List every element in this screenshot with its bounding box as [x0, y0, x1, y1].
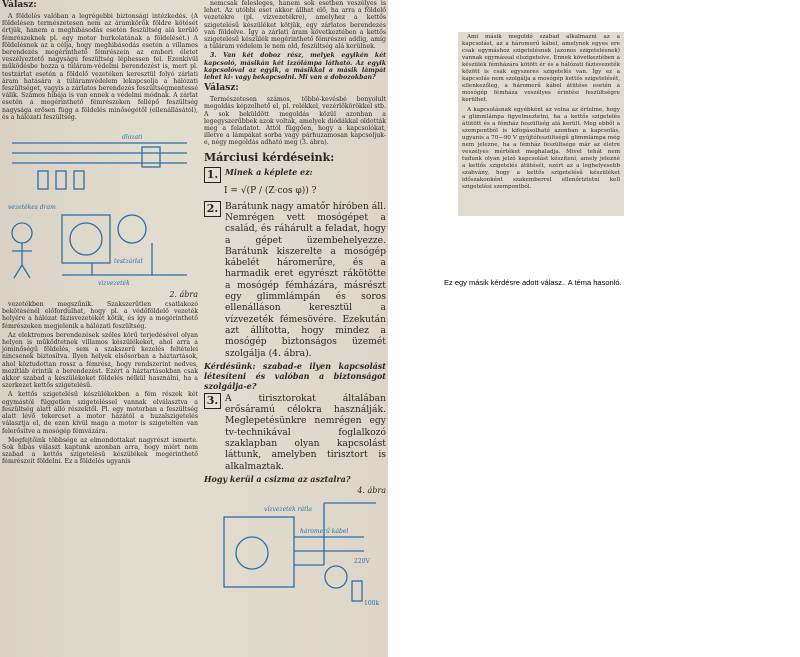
- left-column: [2, 0, 198, 468]
- figure-2-mains-label: dlozati: [122, 134, 143, 142]
- question-1-text: Minek a képlete ez:: [225, 166, 313, 177]
- figure-2: [2, 123, 198, 288]
- figure-2-diagram: [2, 123, 198, 288]
- clipping-paragraph: Ami másik megoldó szabad alkalmazni az a kapcsolást, az a háromerű kábel, amelynek egyes ere csak egymáshoz szigetelésnek (azonos szigetelésnek) vannak egymással elszigetelve. Ennek következtében a készülék fémházára kötött ér és a hálózati fázisvezeték között is csak egyszeres szigetelés van. Így ez a kapcsolás nem szolgálja a mosógép kettős szigetelését, ellenkezőleg, a háromerű kábel átütése esetén a mosógép fémháza veszélyes érintési feszültségre kerülhet.: [462, 34, 620, 103]
- body-paragraph: A kettős szigetelésű készülékekben a fém részek két egymástól független szigeteléssel vannak elválasztva a feszültség alatt álló részektől. Pl. egy motorban a feszültség alatt lévő tekercset a motor házától a huzalszigetelés választja el, de ezen kívül maga a motor is szigetelten van felerősítve a mosógép fémvázára.: [2, 391, 198, 435]
- figure-4-top-label: vízvezeték rátla: [264, 505, 312, 513]
- right-column: [204, 0, 386, 609]
- figure-2-fault-label: testzárlat: [114, 258, 143, 266]
- body-paragraph: Megfejtőink többsége az elmondottakat nagyrészt ismerte. Sok hibás választ kaptunk azonban arra, hogy miért nem szabad a kettős szigetelésű készülékek megérinthető fémrészeit földelni. Ez a földelés ugyanis: [2, 436, 198, 466]
- answer-heading: Válasz:: [2, 0, 37, 10]
- image-caption: Ez egy másik kérdésre adott válasz.. A téma hasonló.: [444, 278, 622, 287]
- figure-4-cable-label: háromerű kábel: [300, 527, 349, 535]
- clipping-paragraph: A kapcsolásnak egyébként az volna az értelme, hogy a glimmlámpa figyelmeztetni, ha a kettős szigetelés átütött és a fémház feszültség alá került. Meg ebből a szempontból is kifogásolható azonban a kapcsolás, ugyanis a 70—90 V gyújtófeszültségű glimmlámpa még nem jelezne, ha a fémház feszültsége már az életre veszélyes mértéket meghaladja. Mivel tehát nem tudunk olyan jelző kapcsolást készíteni, amely jelezné a kettős szigetelés átütését, ezért az a leghelyesebb szabvány, hogy a kettős szigetelésű készüléket időszakonként szakemberrel ellenőriztetni kell szigetelési szempontból.: [462, 107, 620, 190]
- question-3-previous: 3. Van két doboz rész, melyek egyikén két kapcsoló, másikán két izzólámpa látható. Az egyik kapcsolóval az egyik, a másikkal a másik lámpát lehet ki- vagy bekapcsolni. Mi van a dobozokban?: [204, 52, 386, 82]
- figure-4-resistor-label: 100k: [364, 599, 380, 607]
- answer-paragraph: A földelés valóban a legrégebbi biztonsági intézkedés. (A földelésen természetesen nem az áramkörök földre kötését értjük, hanem a meghibásodás esetén feszültség alá kerülő fémrészeknek pl. egy motor burkolatának a földelését.) A földelésnek az a célja, hogy meghibásodás esetén a villamos berendezés megérinthető fémrészein az emberi életet veszélyeztető nagyságú feszültség léphessen fel. Ezenkívül működésbe hozza a túláram-védelmi berendezést is, mert pl. testzárlat esetén a földelő vezetéken keresztül folyó zárlati áram hatására a túláramvédelem lekapcsolja a hálózati feszültséget, vagyis a zárlatos berendezés feszültségmentessé válik. Számos hibája is van ennek a védelmi módnak. A zárlat esetén a megérinthető fémrészeken fellépő feszültség nagysága erősen függ a földelés minőségétől (ellenállásától), és a hálózati feszültség.: [2, 13, 198, 121]
- question-number-1: 1.: [204, 167, 221, 183]
- question-number-2: 2.: [204, 201, 221, 217]
- question-number-3: 3.: [204, 393, 221, 409]
- march-questions-title: Márciusi kérdéseink:: [204, 150, 335, 164]
- figure-2-wire-label: vizvezeték: [98, 280, 130, 288]
- body-paragraph: vezetékben megszűnik. Szakszerűtlen csatlakozó bekötésénél előfordulhat, hogy pl. a védőföldelő vezeték helyére a hálózat fázisvezetékét kötik, és így a megérinthető fémrészeken megjelenik a hálózati feszültség.: [2, 301, 198, 330]
- body-paragraph: Az elektromos berendezések széles körű terjedésével olyan helyen is működtetnek villamos készülékeket, ahol arra a jóminőségű földelés, sem a szakszerű kezelés feltételei nincsenek biztosítva. Ilyen helyek elsősorban a háztartások, ahol köztudottan rossz a fémrész, hogy rendszerint nedves, mezítláb érintik a berendezést. Ezért a háztartásokban csak akkor szabad a készülékeket földelés nélkül használni, ha a szerkezet kettős szigetelésű.: [2, 331, 198, 390]
- figure-4-diagram: [204, 497, 386, 607]
- question-2-question: Kérdésünk: szabad-e ilyen kapcsolást létesíteni és valóban a biztonságot szolgálja-e?: [204, 360, 386, 391]
- answer-paragraph: Természetesen számos, többé-kevésbé bonyolult megoldás képzelhető el, pl. relékkel, vezérlőkörökkel stb. A sok beküldött megoldás közül azonban a legegyszerűbbek azok voltak, amelyek diódákkal oldották meg a feladatot. Attól függően, hogy a kapcsolókat, illetve a lámpákat sorba vagy párhuzamosan kapcsoljuk-e, négy megoldás adható meg (3. ábra).: [204, 96, 386, 147]
- question-1-formula: I = √(P / (Z·cos φ)) ?: [224, 185, 317, 196]
- question-2: [204, 201, 386, 359]
- question-2-text: Barátunk nagy amatőr híróben áll. Nemrégen vett mosógépet a család, és ráhárult a feladat, hogy a gépet üzembehelyezze. Barátunk kiszerelte a mosógép kábelét háromerűre, és a harmadik eret egyrészt rákötötte a mosógép fémházára, másrészt egy glimmlámpán és soros ellenálláson keresztül a vízvezeték fémesövére. Ezekután azt állította, hogy mindez a mosógép biztonságos üzemét szolgálja (4. ábra).: [225, 200, 386, 359]
- figure-2-body-label: vezetékes dram: [8, 204, 56, 212]
- question-3-text: A tirisztorokat általában erősáramú célokra használják. Meglepetésünkre nemrégen egy tv-technikával foglalkozó szaklapban olyan kapcsolást láttunk, amelyben tirisztort is alkalmaztak.: [225, 392, 386, 472]
- figure-4-caption: 4. ábra: [357, 485, 386, 495]
- figure-4-voltage-label: 220V: [354, 557, 370, 565]
- question-1: [204, 167, 386, 183]
- figure-4: [204, 497, 386, 607]
- body-paragraph: nemcsak felesleges, hanem sok esetben veszélyes is lehet. Az utóbbi eset akkor állhat elő, ha arra a földelő vezetékre (pl. vízvezetékre), amelyhez a kettős szigetelésű készüléket kötjük, egy zárlatos berendezés van földelve. Így a zárlati áram következtében a kettős szigetelésű készülék megérinthető fémrészei addig, amíg a túláram védelem le nem old, feszültség alá kerülnek.: [204, 0, 386, 51]
- question-3-question: Hogy kerül a csizma az asztalra?: [204, 473, 351, 484]
- figure-2-caption: 2. ábra: [169, 290, 198, 300]
- answer-clipping: [458, 32, 624, 216]
- magazine-page-scan: [0, 0, 388, 657]
- question-3: [204, 393, 386, 472]
- answer-heading: Válasz:: [204, 83, 239, 94]
